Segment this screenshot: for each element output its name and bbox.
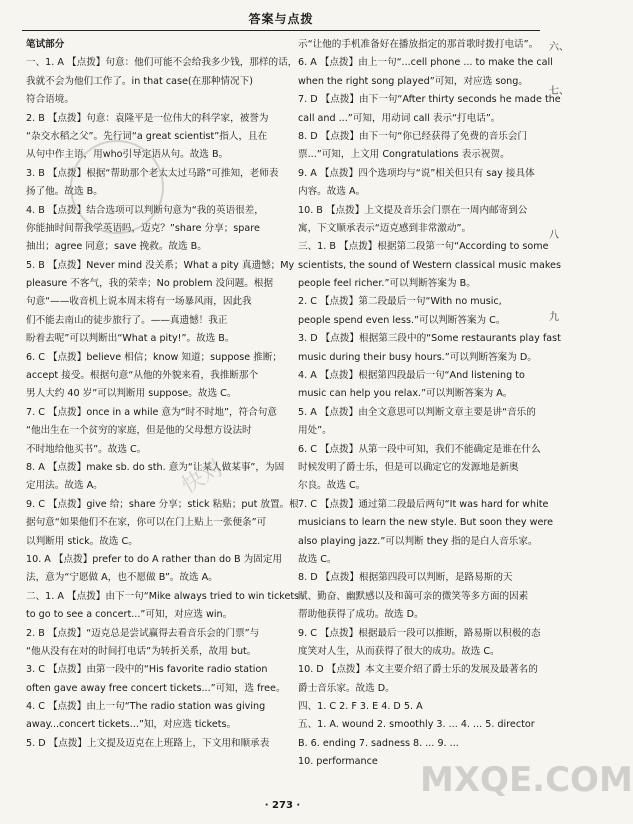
- text-line: 不时地给他买书”。故选 C。: [26, 443, 147, 455]
- text-line: to go to see a concert...”可知，对应选 win。: [26, 609, 233, 621]
- text-line: 句意“——收音机上说本周末将有一场暴风雨，因此我: [26, 296, 252, 308]
- right-column: [298, 36, 561, 772]
- text-line: 9. C 【点拨】give 给；share 分享；stick 粘贴；put 放置。根: [26, 498, 299, 510]
- text-line: 用处”。: [298, 425, 332, 437]
- text-line: “杂交水稻之父”。先行词“a great scientist”指人，且在: [26, 130, 268, 142]
- text-line: 盼着去呢”可以判断出“What a pity!”。故选 B。: [26, 333, 235, 345]
- header-title: 答案与点拨: [248, 12, 314, 26]
- text-line: B. 6. ending 7. sadness 8. ... 9. ...: [298, 737, 459, 749]
- text-line: away...concert tickets...”知，对应选 tickets。: [26, 719, 237, 731]
- text-line: music can help you relax.”可以判断答案为 A。: [298, 388, 513, 400]
- text-line: 6. C 【点拨】从第一段中可知，我们不能确定是谁在什么: [298, 443, 541, 455]
- text-line: call and ...”可知，用动词 call 表示“打电话”。: [298, 112, 501, 124]
- page-header: [22, 8, 540, 31]
- margin-mark: 六、: [549, 42, 569, 53]
- text-line: 6. A 【点拨】由上一句“...cell phone ... to make the call: [298, 57, 553, 69]
- text-line: 尔良。故选 C。: [298, 480, 366, 492]
- text-line: 内容。故选 A。: [298, 186, 366, 198]
- text-line: 8. D 【点拨】根据第四段可以判断，是路易斯的天: [298, 572, 513, 584]
- text-line: 五、1. A. wound 2. smoothly 3. ... 4. ... 5. director: [298, 719, 535, 731]
- text-line: 2. B 【点拨】“迈克总是尝试赢得去看音乐会的门票”与: [26, 627, 260, 639]
- text-line: 7. D 【点拨】由下一句“After thirty seconds he made the: [298, 94, 561, 106]
- text-line: 从句中作主语，用who引导定语从句。故选 B。: [26, 149, 229, 161]
- text-line: 10. A 【点拨】prefer to do A rather than do B 为固定用: [26, 553, 283, 565]
- watermark-text: 快对: [177, 455, 229, 500]
- text-line: 赋、勤奋、幽默感以及和蔼可亲的微笑等多方面的因素: [298, 590, 529, 602]
- text-line: people feel richer.”可以判断答案为 B。: [298, 278, 476, 290]
- margin-mark: 八: [549, 230, 559, 241]
- text-line: 们不能去南山的徒步旅行了。——真遗憾！我正: [26, 314, 228, 326]
- text-line: 笔试部分: [26, 39, 65, 50]
- text-line: 二、1. A 【点拨】由下一句“Mike always tried to win tickets: [26, 590, 300, 602]
- text-line: 10. B 【点拨】上文提及音乐会门票在一周内邮寄到公: [298, 204, 528, 216]
- text-line: 示“让他的手机准备好在播放指定的那首歌时拨打电话”。: [298, 39, 539, 50]
- text-line: 抽出；agree 同意；save 挽救。故选 B。: [26, 241, 207, 253]
- text-line: when the right song played”可知，对应选 song。: [298, 75, 528, 87]
- text-line: 票...”可知，上文用 Congratulations 表示祝贺。: [298, 149, 510, 161]
- text-line: 9. C 【点拨】根据最后一段可以推断，路易斯以积极的态: [298, 627, 541, 639]
- text-line: 10. performance: [298, 756, 378, 768]
- text-line: “他从没有在对的时间打电话”为转折关系，故用 but。: [26, 645, 257, 657]
- text-line: “他出生在一个贫穷的家庭，但是他的父母想方设法时: [26, 425, 252, 437]
- text-line: 7. C 【点拨】once in a while 意为“时不时地”，符合句意: [26, 406, 277, 418]
- text-line: 4. A 【点拨】根据第四段最后一句“And listening to: [298, 370, 525, 382]
- text-line: people spend even less.”可以判断答案为 C。: [298, 314, 506, 326]
- text-line: 4. B 【点拨】结合选项可以判断句意为“我的英语很差，: [26, 204, 264, 216]
- text-line: 故选 C。: [298, 553, 337, 565]
- text-line: accept 接受。根据句意“从他的外貌来看，我推断那个: [26, 370, 259, 382]
- watermark-logo: MXQE.COM: [420, 760, 633, 800]
- text-line: 你能抽时间帮我学英语吗，迈克？”share 分享；spare: [26, 222, 260, 234]
- text-line: 3. D 【点拨】根据第三段中的“Some restaurants play fast: [298, 333, 561, 345]
- text-line: 8. A 【点拨】make sb. do sth. 意为“让某人做某事”，为固: [26, 461, 285, 473]
- text-line: 三、1. B 【点拨】根据第二段第一句“According to some: [298, 241, 549, 253]
- text-line: 法，意为“宁愿做 A，也不愿做 B”。故选 A。: [26, 572, 218, 584]
- text-line: scientists, the sound of Western classical music makes: [298, 259, 561, 271]
- text-line: 5. A 【点拨】由全文意思可以判断文章主要是讲“音乐的: [298, 406, 536, 418]
- page-number: · 273 ·: [264, 800, 301, 811]
- text-line: musicians to learn the new style. But soon they were: [298, 517, 554, 529]
- text-line: 3. B 【点拨】根据“帮助那个老太太过马路”可推知，老师表: [26, 167, 279, 179]
- text-line: 寓，下文顺承表示“迈克感到非常激动”。: [298, 222, 472, 234]
- text-line: also playing jazz.”可以判断 they 指的是白人音乐家。: [298, 535, 538, 547]
- text-line: 男人大约 40 岁”可以判断用 suppose。故选 C。: [26, 388, 237, 400]
- text-line: 符合语境。: [26, 94, 74, 106]
- text-line: 5. D 【点拨】上文提及迈克在上班路上，下文用和顺承表: [26, 737, 270, 749]
- text-line: 9. A 【点拨】四个选项均与“说”相关但只有 say 接具体: [298, 167, 535, 179]
- left-column: [26, 36, 300, 753]
- text-line: 7. C 【点拨】通过第二段最后两句“It was hard for white: [298, 498, 549, 510]
- text-line: 4. C 【点拨】由上一句“The radio station was giving: [26, 701, 266, 713]
- margin-mark: 七、: [549, 86, 569, 97]
- text-line: 5. B 【点拨】Never mind 没关系；What a pity 真遗憾；My: [26, 259, 295, 271]
- text-line: 定用法。故选 A。: [26, 480, 103, 492]
- text-line: 度笑对人生，从而获得了很大的成功。故选 C。: [298, 645, 500, 657]
- text-line: pleasure 不客气，我的荣幸；No problem 没问题。根据: [26, 278, 274, 290]
- text-line: 我就不会为他们工作了。in that case(在那种情况下): [26, 75, 253, 87]
- text-line: 爵士音乐家。故选 D。: [298, 682, 395, 694]
- text-line: 一、1. A 【点拨】句意：他们可能不会给我多少钱，那样的话，: [26, 57, 298, 69]
- margin-mark: 九: [549, 312, 559, 323]
- text-line: often gave away free concert tickets...”可知，选 free。: [26, 682, 286, 694]
- text-line: 四、1. C 2. F 3. E 4. D 5. A: [298, 701, 423, 713]
- text-line: 2. B 【点拨】句意：袁隆平是一位伟大的科学家，被誉为: [26, 112, 269, 124]
- text-line: 时候发明了爵士乐，但是可以确定它的发源地是新奥: [298, 461, 519, 473]
- text-line: 6. C 【点拨】believe 相信；know 知道；suppose 推断；: [26, 351, 283, 363]
- text-line: 10. D 【点拨】本文主要介绍了爵士乐的发展及最著名的: [298, 664, 538, 676]
- text-line: 8. D 【点拨】由下一句“你已经获得了免费的音乐会门: [298, 130, 528, 142]
- text-line: 据句意“如果他们不在家，你可以在门上贴上一张便条”可: [26, 517, 267, 529]
- text-line: 扬了他。故选 B。: [26, 186, 103, 198]
- text-line: 3. C 【点拨】由第一段中的“His favorite radio station: [26, 664, 268, 676]
- text-line: music during their busy hours.”可以判断答案为 D。: [298, 351, 537, 363]
- text-line: 以判断用 stick。故选 C。: [26, 535, 138, 547]
- text-line: 2. C 【点拨】第二段最后一句“With no music,: [298, 296, 502, 308]
- text-line: 帮助他获得了成功。故选 D。: [298, 609, 424, 621]
